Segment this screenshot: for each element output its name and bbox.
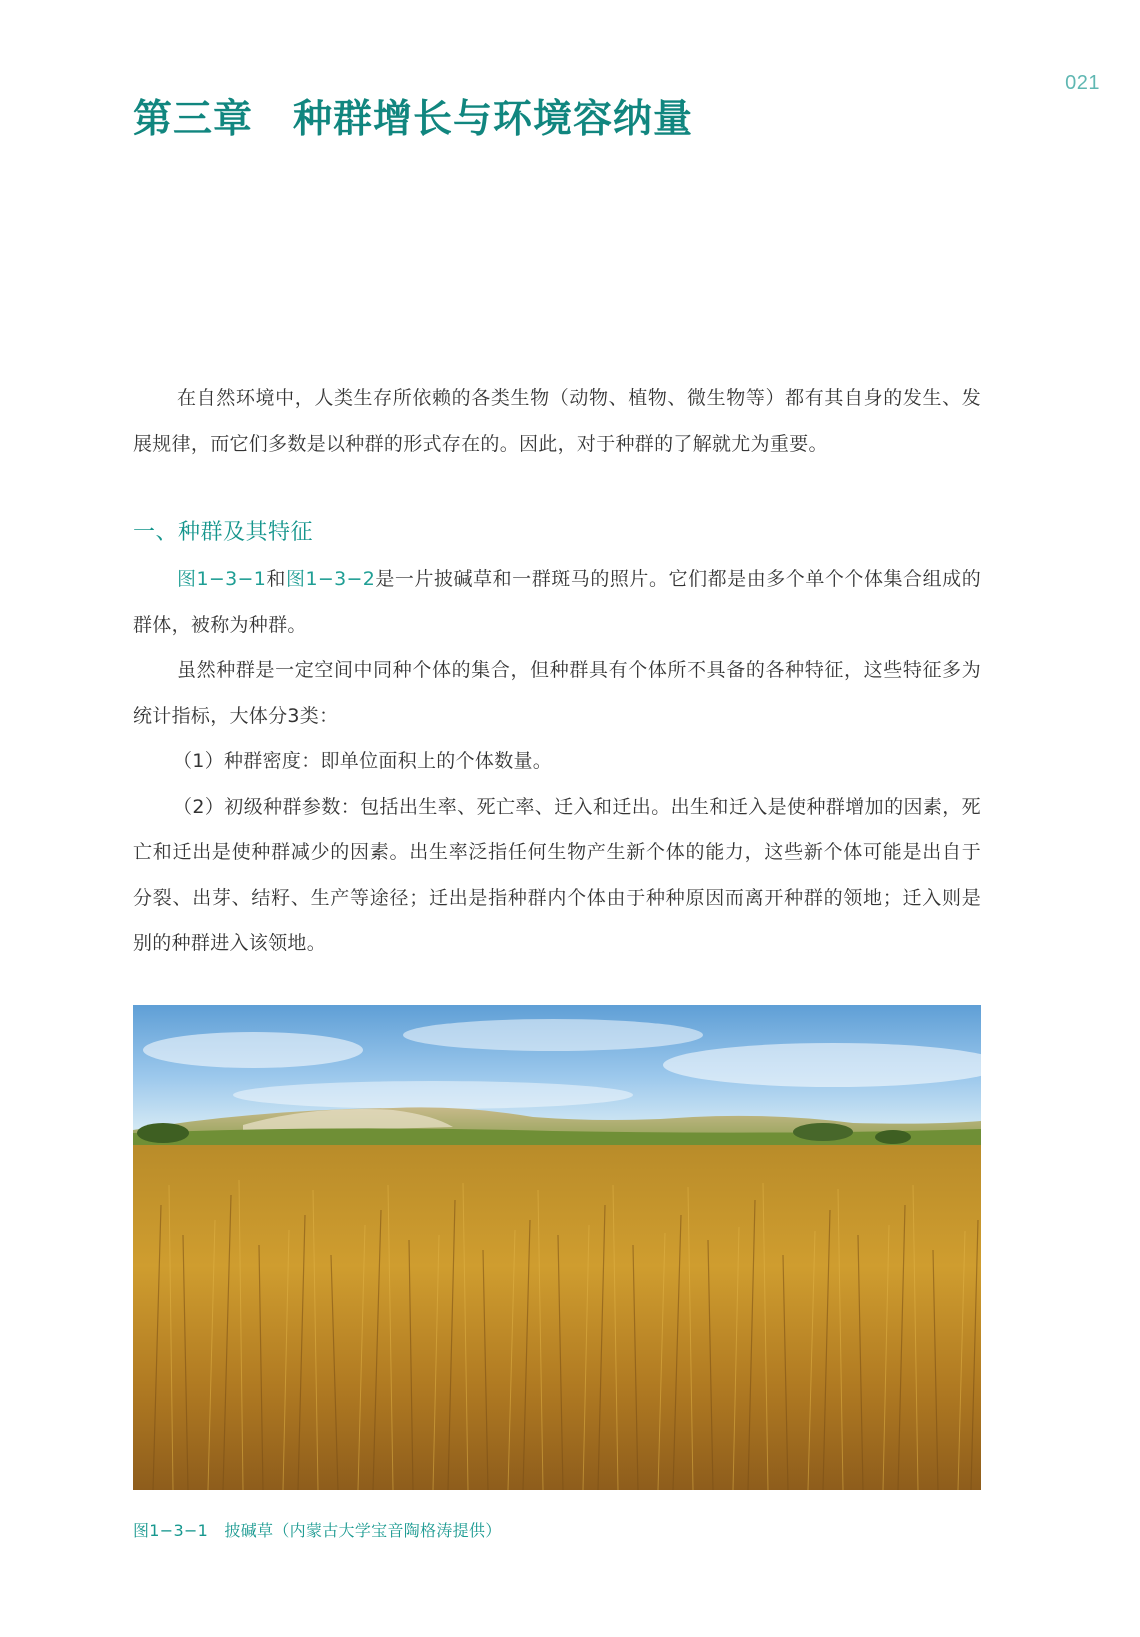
list-item-1: （1）种群密度：即单位面积上的个体数量。 xyxy=(173,750,553,772)
figure-reference-1[interactable]: 图1−3−1 xyxy=(177,568,267,590)
page-number: 021 xyxy=(1065,72,1100,94)
connector-text: 和 xyxy=(266,568,286,590)
list-item-2: （2）初级种群参数：包括出生率、死亡率、迁入和迁出。出生和迁入是使种群增加的因素，死亡和迁出是使种群减少的因素。出生率泛指任何生物产生新个体的能力，这些新个体可能是出自于分裂、出芽、结籽、生产等途径；迁出是指种群内个体由于种种原因而离开种群的领地；迁入则是别的种群进入该领地。 xyxy=(133,795,981,954)
figure-caption: 图1−3−1 披碱草（内蒙古大学宝音陶格涛提供） xyxy=(133,1521,502,1540)
chapter-title: 第三章 种群增长与环境容纳量 xyxy=(133,97,694,142)
grassland-photo xyxy=(133,1005,981,1490)
paragraph-text: 是一片披碱草和一群斑马的照片。它们都是由多个单个个体集合组成的群体，被称为种群。 xyxy=(133,568,981,636)
section-paragraph-1 xyxy=(133,557,981,648)
section-paragraph-2: 虽然种群是一定空间中同种个体的集合，但种群具有个体所不具备的各种特征，这些特征多为统计指标，大体分3类： xyxy=(133,659,981,727)
section-body xyxy=(133,557,981,967)
section-heading: 一、种群及其特征 xyxy=(133,520,314,545)
intro-paragraph: 在自然环境中，人类生存所依赖的各类生物（动物、植物、微生物等）都有其自身的发生、发展规律，而它们多数是以种群的形式存在的。因此，对于种群的了解就尤为重要。 xyxy=(133,387,981,455)
intro-block xyxy=(133,376,981,467)
figure-reference-2[interactable]: 图1−3−2 xyxy=(285,568,376,590)
